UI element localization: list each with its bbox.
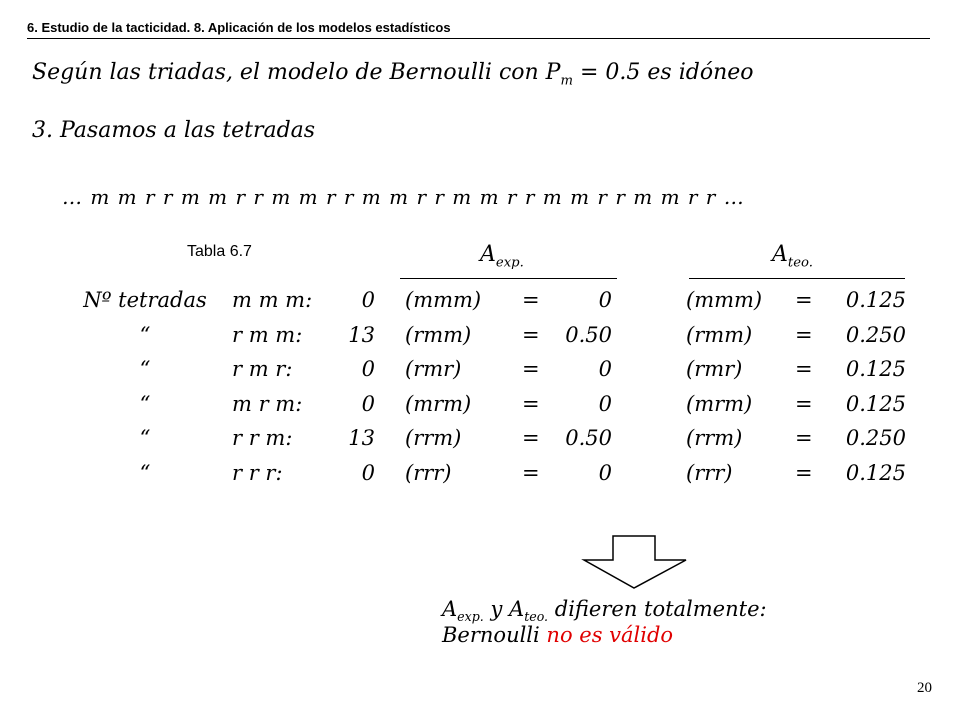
concl-a1-sub: exp.: [457, 609, 484, 625]
row-count: 13: [348, 322, 375, 347]
row-teo-value: 0.125: [845, 288, 906, 312]
down-arrow-icon: [580, 534, 690, 590]
row-teo-eq: =: [795, 426, 813, 450]
page-number: 20: [917, 680, 932, 696]
row-exp-eq: =: [522, 391, 540, 416]
row-exp-key: (rrr): [405, 460, 452, 485]
row-count: 0: [361, 460, 375, 485]
col-head-teo-sub: teo.: [787, 255, 813, 271]
col-head-exp: [480, 242, 524, 270]
concl-rest: difieren totalmente:: [548, 597, 767, 621]
row-type: r m m:: [232, 322, 303, 347]
conclusion-line-2: [442, 623, 673, 647]
row-teo-eq: =: [795, 460, 813, 485]
slide-header: 6. Estudio de la tacticidad. 8. Aplicación de los modelos estadísticos: [27, 20, 451, 35]
row-exp-eq: =: [522, 288, 540, 312]
row-teo-key: (mrm): [686, 391, 753, 416]
row-exp-key: (rmm): [405, 322, 472, 347]
row-name: “: [139, 391, 151, 416]
heading-triadas-tail: = 0.5 es idóneo: [573, 60, 754, 85]
row-exp-value: 0: [598, 288, 612, 312]
heading-triadas-text: Según las triadas, el modelo de Bernoulli con P: [32, 60, 561, 85]
row-name: “: [139, 426, 151, 450]
row-teo-value: 0.125: [845, 391, 906, 416]
tacticity-sequence: … m m r r m m r r m m r r m m r r m m r r m m r r m m r r …: [62, 185, 745, 209]
row-exp-value: 0: [598, 357, 612, 381]
row-exp-value: 0: [598, 391, 612, 416]
row-exp-eq: =: [522, 322, 540, 347]
row-teo-value: 0.250: [845, 426, 906, 450]
row-exp-eq: =: [522, 460, 540, 485]
col-head-teo-main: A: [772, 242, 788, 267]
table-label: Tabla 6.7: [187, 243, 252, 260]
row-name: “: [139, 322, 151, 347]
concl-y: y: [483, 597, 510, 621]
row-exp-key: (mmm): [405, 288, 482, 312]
row-count: 13: [348, 426, 375, 450]
row-count: 0: [361, 391, 375, 416]
rule-teo: [689, 278, 905, 279]
row-exp-key: (rmr): [405, 357, 462, 381]
row-teo-key: (rmr): [686, 357, 743, 381]
conclusion-line-1: [442, 597, 767, 624]
row-exp-eq: =: [522, 357, 540, 381]
heading-tetradas: 3. Pasamos a las tetradas: [32, 118, 316, 143]
row-type: m m m:: [232, 288, 313, 312]
row-teo-value: 0.125: [845, 357, 906, 381]
heading-triadas-sub: m: [560, 73, 573, 89]
row-type: m r m:: [232, 391, 303, 416]
concl-a2: A: [509, 597, 525, 621]
concl-invalid: no es válido: [546, 623, 674, 647]
row-exp-value: 0.50: [565, 426, 612, 450]
concl-a1: A: [442, 597, 458, 621]
row-teo-eq: =: [795, 357, 813, 381]
row-teo-value: 0.125: [845, 460, 906, 485]
row-count: 0: [361, 357, 375, 381]
row-name: Nº tetradas: [83, 288, 207, 312]
row-type: r m r:: [232, 357, 293, 381]
row-count: 0: [361, 288, 375, 312]
row-name: “: [139, 357, 151, 381]
row-teo-eq: =: [795, 391, 813, 416]
col-head-teo: [772, 242, 813, 270]
row-teo-value: 0.250: [845, 322, 906, 347]
concl-a2-sub: teo.: [524, 609, 549, 625]
rule-exp: [400, 278, 617, 279]
row-name: “: [139, 460, 151, 485]
row-exp-eq: =: [522, 426, 540, 450]
col-head-exp-sub: exp.: [495, 255, 524, 271]
header-rule: [27, 38, 930, 39]
row-exp-value: 0.50: [565, 322, 612, 347]
row-teo-key: (mmm): [686, 288, 763, 312]
row-teo-eq: =: [795, 288, 813, 312]
row-teo-eq: =: [795, 322, 813, 347]
row-teo-key: (rmm): [686, 322, 753, 347]
row-teo-key: (rrm): [686, 426, 743, 450]
row-exp-value: 0: [598, 460, 612, 485]
row-exp-key: (mrm): [405, 391, 472, 416]
row-teo-key: (rrr): [686, 460, 733, 485]
row-type: r r r:: [232, 460, 283, 485]
heading-triadas: [32, 60, 754, 88]
concl-bernoulli: Bernoulli: [442, 623, 547, 647]
row-type: r r m:: [232, 426, 293, 450]
col-head-exp-main: A: [480, 242, 496, 267]
row-exp-key: (rrm): [405, 426, 462, 450]
